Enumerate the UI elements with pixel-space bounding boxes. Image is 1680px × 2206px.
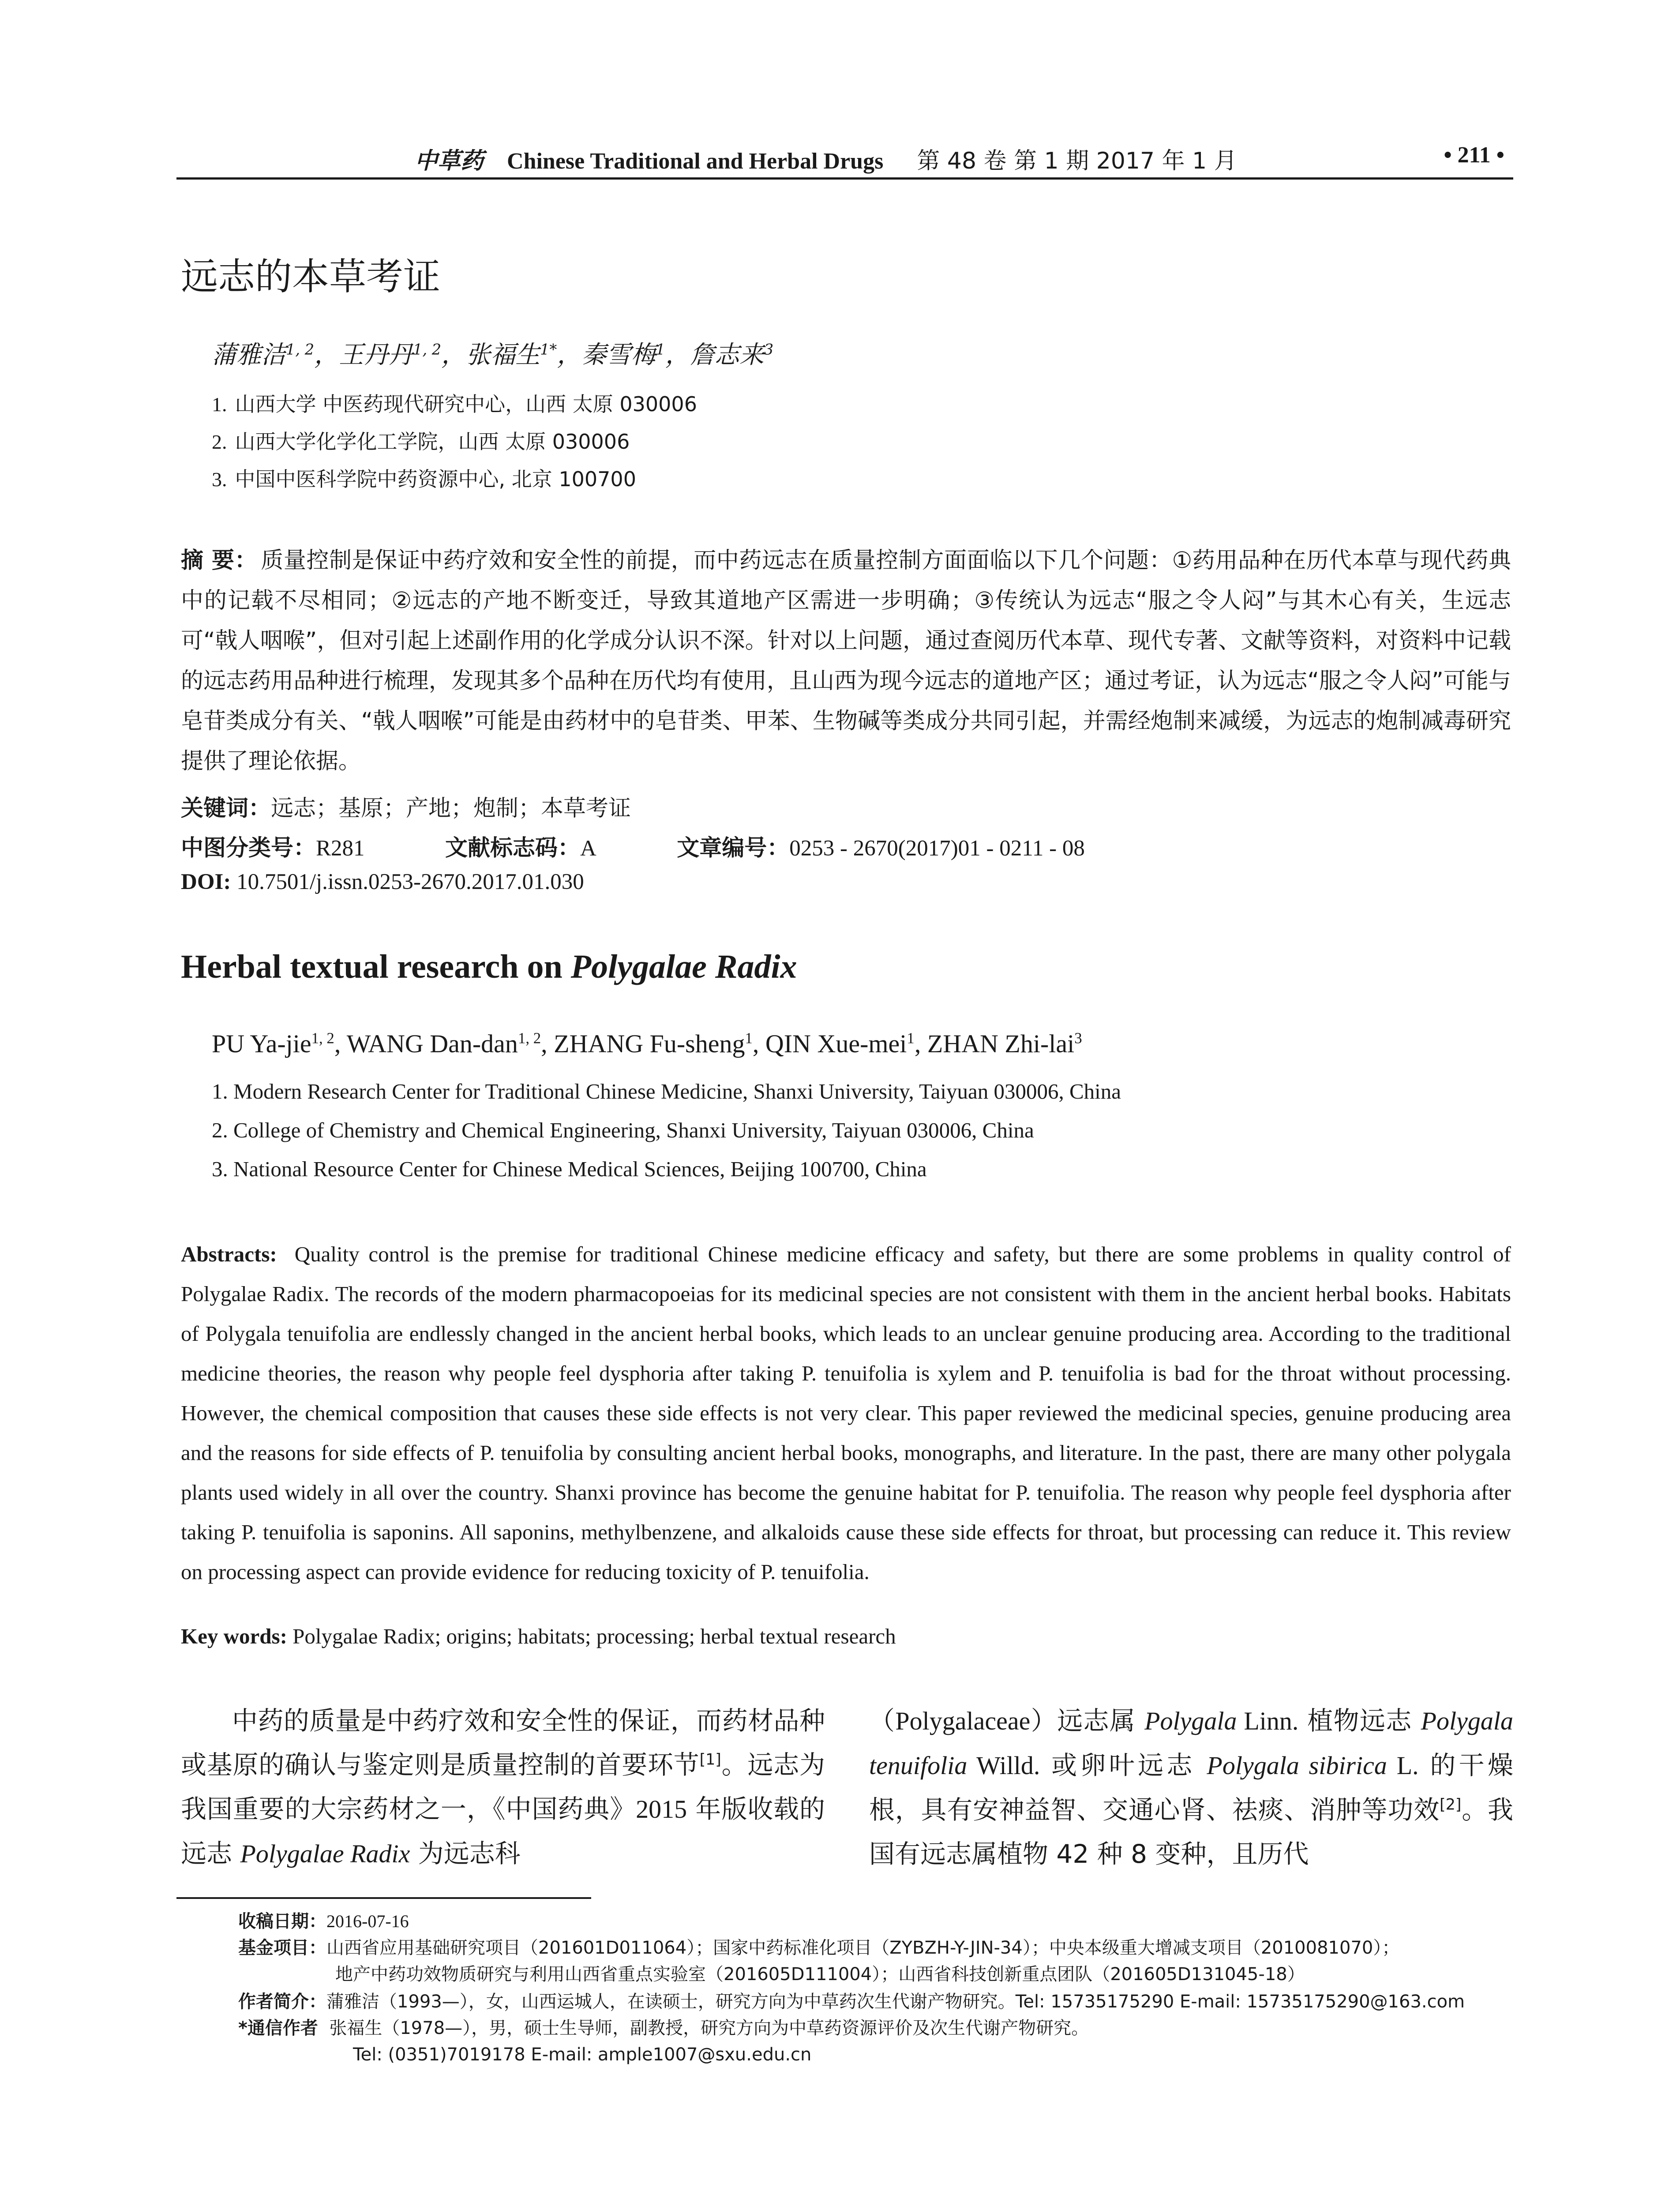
affiliation-cn-1: 1. 山西大学 中医药现代研究中心，山西 太原 030006 bbox=[212, 392, 697, 416]
abstract-en-label: Abstracts: bbox=[181, 1242, 277, 1266]
running-header bbox=[176, 140, 1513, 176]
affiliation-en-1: 1. Modern Research Center for Traditional Chinese Medicine, Shanxi University, Taiyuan 030006, China bbox=[212, 1079, 1121, 1103]
author-en: ZHANG Fu-sheng$^1$ bbox=[554, 1029, 753, 1058]
footnote-received: 收稿日期：2016-07-16 bbox=[238, 1911, 409, 1932]
journal-name-cn: 中草药 bbox=[415, 148, 484, 174]
title-cn: 远志的本草考证 bbox=[181, 255, 441, 298]
body-column-right: （Polygalaceae）远志属 Polygala Linn. 植物远志 Polygala tenuifolia Willd. 或卵叶远志 Polygala sibirica L. 的干燥根，具有安神益智、交通心肾、祛痰、消肿等功效[2]。我国有远志属植物 42 种 8 变种，且历代 bbox=[869, 1706, 1513, 1869]
header-rule bbox=[176, 177, 1513, 180]
keywords-en: Key words: Polygalae Radix; origins; habitats; processing; herbal textual research bbox=[181, 1624, 896, 1648]
doi-line: DOI: 10.7501/j.issn.0253-2670.2017.01.030 bbox=[181, 870, 584, 894]
abstract-cn-label: 摘 要： bbox=[181, 548, 258, 574]
footnote-author: 作者简介：蒲雅洁（1993—），女，山西运城人，在读硕士，研究方向为中草药次生代谢产物研究。Tel: 15735175290 E-mail: 15735175290@163.com bbox=[238, 1992, 1465, 2012]
author-cn: 秦雪梅$^1$ bbox=[581, 341, 665, 369]
classification-line: 中图分类号：R281 文献标志码：A 文章编号：0253 - 2670(2017)01 - 0211 - 08 bbox=[181, 835, 1085, 861]
abstract-cn bbox=[181, 540, 1511, 781]
authors-cn: 蒲雅洁$^{1, 2}$，王丹丹$^{1, 2}$，张福生$^{1*}$，秦雪梅$^1$，詹志来$^3$ bbox=[212, 341, 774, 369]
title-en: Herbal textual research on Polygalae Radix bbox=[181, 948, 797, 985]
author-cn: 蒲雅洁$^{1, 2}$ bbox=[212, 341, 315, 369]
journal-name-en: Chinese Traditional and Herbal Drugs bbox=[507, 149, 884, 174]
issue-info: 第 48 卷 第 1 期 2017 年 1 月 bbox=[917, 148, 1237, 174]
footnote-rule bbox=[176, 1897, 591, 1899]
affiliation-cn-3: 3. 中国中医科学院中药资源中心, 北京 100700 bbox=[212, 467, 636, 491]
affiliation-en-3: 3. National Resource Center for Chinese Medical Sciences, Beijing 100700, China bbox=[212, 1157, 927, 1181]
author-en: QIN Xue-mei$^1$ bbox=[765, 1029, 915, 1058]
author-en: WANG Dan-dan$^{1, 2}$ bbox=[346, 1029, 541, 1058]
author-en: PU Ya-jie$^{1, 2}$ bbox=[212, 1029, 334, 1058]
page-number: • 211 • bbox=[1444, 143, 1504, 168]
abstract-cn-text: 质量控制是保证中药疗效和安全性的前提，而中药远志在质量控制方面面临以下几个问题：①药用品种在历代本草与现代药典中的记载不尽相同；②远志的产地不断变迁，导致其道地产区需进一步明确；③传统认为远志“服之令人闷”与其木心有关，生远志可“戟人咽喉”，但对引起上述副作用的化学成分认识不深。针对以上问题，通过查阅历代本草、现代专著、文献等资料，对资料中记载的远志药用品种进行梳理，发现其多个品种在历代均有使用，且山西为现今远志的道地产区；通过考证，认为远志“服之令人闷”可能与皂苷类成分有关、“戟人咽喉”可能是由药材中的皂苷类、甲苯、生物碱等类成分共同引起，并需经炮制来减缓，为远志的炮制减毒研究提供了理论依据。 bbox=[181, 548, 1511, 774]
author-cn: 王丹丹$^{1, 2}$ bbox=[339, 341, 442, 369]
footnote-corresponding-contact: Tel: (0351)7019178 E-mail: ample1007@sxu.edu.cn bbox=[353, 2045, 812, 2065]
author-en: ZHAN Zhi-lai$^3$ bbox=[927, 1029, 1082, 1058]
journal-header bbox=[415, 142, 1237, 175]
abstract-en bbox=[181, 1234, 1511, 1592]
keywords-cn: 关键词：远志；基原；产地；炮制；本草考证 bbox=[181, 795, 631, 822]
affiliation-en-2: 2. College of Chemistry and Chemical Engineering, Shanxi University, Taiyuan 030006, China bbox=[212, 1118, 1034, 1142]
footnote-fund-continued: 地产中药功效物质研究与利用山西省重点实验室（201605D111004）；山西省科技创新重点团队（201605D131045-18） bbox=[335, 1964, 1305, 1985]
author-cn: 张福生$^{1*}$ bbox=[466, 341, 557, 369]
abstract-en-text: Quality control is the premise for traditional Chinese medicine efficacy and safety, but there are some problems in quality control of Polygalae Radix. The records of the modern pharmacopoeias for its medicinal species are not consistent with them in the ancient herbal books. Habitats of Polygala tenuifolia are endlessly changed in the ancient herbal books, which leads to an unclear genuine producing area. According to the traditional medicine theories, the reason why people feel dysphoria after taking P. tenuifolia is xylem and P. tenuifolia is bad for the throat without processing. However, the chemical composition that causes these side effects is not very clear. This paper reviewed the medicinal species, genuine producing area and the reasons for side effects of P. tenuifolia by consulting ancient herbal books, monographs, and literature. In the past, there are many other polygala plants used widely in all over the country. Shanxi province has become the genuine habitat for P. tenuifolia. The reason why people feel dysphoria after taking P. tenuifolia is saponins. All saponins, methylbenzene, and alkaloids cause these side effects for throat, but processing can reduce it. This review on processing aspect can provide evidence for reducing toxicity of P. tenuifolia. bbox=[181, 1242, 1511, 1584]
footnote-corresponding: *通信作者 张福生（1978—），男，硕士生导师，副教授，研究方向为中草药资源评价及次生代谢产物研究。 bbox=[238, 2018, 1089, 2038]
authors-en: PU Ya-jie$^{1, 2}$, WANG Dan-dan$^{1, 2}$, ZHANG Fu-sheng$^1$, QIN Xue-mei$^1$, ZHAN Zhi-lai$^3$ bbox=[212, 1029, 1082, 1058]
footnote-fund: 基金项目：山西省应用基础研究项目（201601D011064）；国家中药标准化项目（ZYBZH-Y-JIN-34）；中央本级重大增减支项目（2010081070）； bbox=[238, 1938, 1400, 1958]
author-cn: 詹志来$^3$ bbox=[690, 341, 774, 369]
affiliation-cn-2: 2. 山西大学化学化工学院，山西 太原 030006 bbox=[212, 430, 630, 454]
body-column-left: 中药的质量是中药疗效和安全性的保证，而药材品种或基原的确认与鉴定则是质量控制的首要环节[1]。远志为我国重要的大宗药材之一，《中国药典》2015 年版收载的远志 Polygalae Radix 为远志科 bbox=[181, 1706, 825, 1868]
